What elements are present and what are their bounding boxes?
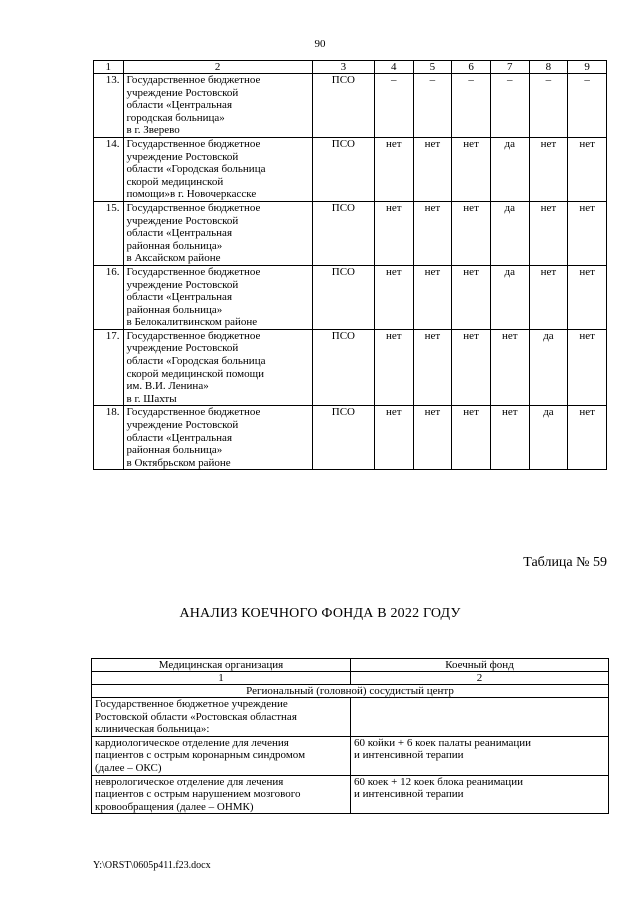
cell-line: области «Городская больница — [126, 355, 266, 368]
row-number: 18. — [94, 406, 124, 470]
cell-line: им. В.И. Ленина» — [126, 380, 209, 393]
col-number: 8 — [529, 61, 568, 74]
cell-line: Государственное бюджетное — [126, 265, 261, 278]
value-cell: нет — [452, 329, 491, 406]
value-cell: нет — [568, 329, 607, 406]
page-number: 90 — [314, 38, 326, 50]
cell-line: Государственное бюджетное учреждение — [95, 698, 288, 710]
col-number: 3 — [312, 61, 374, 74]
organization-cell — [92, 698, 351, 737]
organization-name — [123, 74, 312, 138]
section-label: Региональный (головной) сосудистый центр — [92, 685, 609, 698]
row-number: 16. — [94, 265, 124, 329]
table-row — [94, 137, 607, 201]
section-row — [92, 685, 609, 698]
cell-line: Государственное бюджетное — [126, 329, 261, 342]
value-cell: нет — [490, 406, 529, 470]
row-number: 13. — [94, 74, 124, 138]
value-cell: нет — [452, 201, 491, 265]
cell-line: скорой медицинской — [126, 175, 224, 188]
column-number-row — [94, 61, 607, 74]
row-number: 14. — [94, 137, 124, 201]
value-cell: нет — [452, 137, 491, 201]
value-cell: нет — [374, 201, 413, 265]
value-cell: нет — [568, 201, 607, 265]
cell-line: районная больница» — [126, 303, 223, 316]
table-row — [92, 736, 609, 775]
cell-line: (далее – ОКС) — [95, 761, 162, 774]
value-cell: – — [568, 74, 607, 138]
value-cell: нет — [490, 329, 529, 406]
organization-name — [123, 406, 312, 470]
bed-fund-cell — [351, 775, 609, 814]
cell-line: области «Центральная — [126, 291, 233, 304]
cell-line: учреждение Ростовской — [126, 342, 239, 355]
value-cell: да — [490, 201, 529, 265]
value-cell: нет — [413, 265, 452, 329]
col-number: 5 — [413, 61, 452, 74]
col-number: 1 — [92, 672, 351, 685]
table-row — [94, 329, 607, 406]
center-type: ПСО — [312, 137, 374, 201]
organization-name — [123, 201, 312, 265]
table-caption: Таблица № 59 — [523, 555, 607, 570]
bed-fund-cell — [351, 698, 609, 737]
col-number: 7 — [490, 61, 529, 74]
col-number: 2 — [123, 61, 312, 74]
cell-line: пациентов с острым нарушением мозгового — [95, 788, 301, 801]
center-type: ПСО — [312, 406, 374, 470]
cell-line: области «Центральная — [126, 431, 233, 444]
table-row — [94, 265, 607, 329]
cell-line: учреждение Ростовской — [126, 278, 239, 291]
center-type: ПСО — [312, 201, 374, 265]
cell-line: учреждение Ростовской — [126, 214, 239, 227]
value-cell: нет — [413, 406, 452, 470]
value-cell: нет — [413, 329, 452, 406]
cell-line: городская больница» — [126, 111, 225, 124]
value-cell: нет — [568, 406, 607, 470]
column-number-row — [92, 672, 609, 685]
organization-name — [123, 329, 312, 406]
organization-name — [123, 137, 312, 201]
file-path-footer: Y:\ORST\0605p411.f23.docx — [93, 860, 211, 871]
center-type: ПСО — [312, 329, 374, 406]
row-number: 15. — [94, 201, 124, 265]
organization-cell — [92, 775, 351, 814]
row-number: 17. — [94, 329, 124, 406]
value-cell: нет — [529, 265, 568, 329]
value-cell: да — [529, 329, 568, 406]
table-header-row — [92, 659, 609, 672]
cell-line: в Октябрьском районе — [126, 456, 231, 469]
organization-cell — [92, 736, 351, 775]
value-cell: – — [529, 74, 568, 138]
cell-line: области «Городская больница — [126, 163, 266, 176]
value-cell: да — [490, 137, 529, 201]
value-cell: нет — [413, 201, 452, 265]
table-row — [92, 698, 609, 737]
cell-line: в г. Зверево — [126, 124, 180, 137]
cell-line: районная больница» — [126, 444, 223, 457]
cell-line: учреждение Ростовской — [126, 419, 239, 432]
center-type: ПСО — [312, 265, 374, 329]
value-cell: – — [490, 74, 529, 138]
cell-line: области «Центральная — [126, 227, 233, 240]
cell-line: и интенсивной терапии — [354, 788, 464, 801]
value-cell: – — [452, 74, 491, 138]
stroke-centers-table — [93, 60, 607, 470]
cell-line: в г. Шахты — [126, 392, 177, 405]
table-row — [94, 74, 607, 138]
cell-line: клиническая больница»: — [95, 723, 210, 736]
cell-line: 60 коек + 12 коек блока реанимации — [354, 775, 523, 788]
cell-line: районная больница» — [126, 239, 223, 252]
value-cell: – — [413, 74, 452, 138]
cell-line: Государственное бюджетное — [126, 137, 261, 150]
cell-line: Государственное бюджетное — [126, 406, 261, 419]
center-type: ПСО — [312, 74, 374, 138]
col-number: 4 — [374, 61, 413, 74]
cell-line: кардиологическое отделение для лечения — [95, 736, 289, 749]
value-cell: нет — [529, 201, 568, 265]
value-cell: да — [490, 265, 529, 329]
value-cell: да — [529, 406, 568, 470]
table-row — [92, 775, 609, 814]
col-number: 9 — [568, 61, 607, 74]
cell-line: области «Центральная — [126, 99, 233, 112]
cell-line: Ростовской области «Ростовская областная — [95, 710, 297, 723]
table-row — [94, 406, 607, 470]
value-cell: нет — [452, 265, 491, 329]
cell-line: неврологическое отделение для лечения — [95, 775, 284, 788]
cell-line: в Белокалитвинском районе — [126, 316, 258, 329]
value-cell: нет — [568, 265, 607, 329]
cell-line: и интенсивной терапии — [354, 749, 464, 762]
value-cell: нет — [529, 137, 568, 201]
header-bed-fund: Коечный фонд — [351, 659, 609, 672]
col-number: 6 — [452, 61, 491, 74]
cell-line: скорой медицинской помощи — [126, 367, 264, 380]
col-number: 2 — [351, 672, 609, 685]
cell-line: кровообращения (далее – ОНМК) — [95, 800, 254, 813]
header-organization: Медицинская организация — [92, 659, 351, 672]
col-number: 1 — [94, 61, 124, 74]
value-cell: нет — [374, 137, 413, 201]
value-cell: нет — [568, 137, 607, 201]
cell-line: Государственное бюджетное — [126, 74, 261, 86]
cell-line: 60 койки + 6 коек палаты реанимации — [354, 736, 532, 749]
cell-line: Государственное бюджетное — [126, 201, 261, 214]
cell-line: в Аксайском районе — [126, 252, 221, 265]
table-row — [94, 201, 607, 265]
value-cell: нет — [413, 137, 452, 201]
value-cell: нет — [374, 265, 413, 329]
cell-line: пациентов с острым коронарным синдромом — [95, 749, 306, 762]
section-title: АНАЛИЗ КОЕЧНОГО ФОНДА В 2022 ГОДУ — [179, 606, 461, 621]
cell-line: учреждение Ростовской — [126, 86, 239, 99]
bed-fund-cell — [351, 736, 609, 775]
organization-name — [123, 265, 312, 329]
cell-line: помощи»в г. Новочеркасске — [126, 188, 257, 201]
value-cell: нет — [374, 329, 413, 406]
value-cell: нет — [374, 406, 413, 470]
value-cell: – — [374, 74, 413, 138]
bed-fund-table — [91, 658, 609, 814]
cell-line: учреждение Ростовской — [126, 150, 239, 163]
value-cell: нет — [452, 406, 491, 470]
